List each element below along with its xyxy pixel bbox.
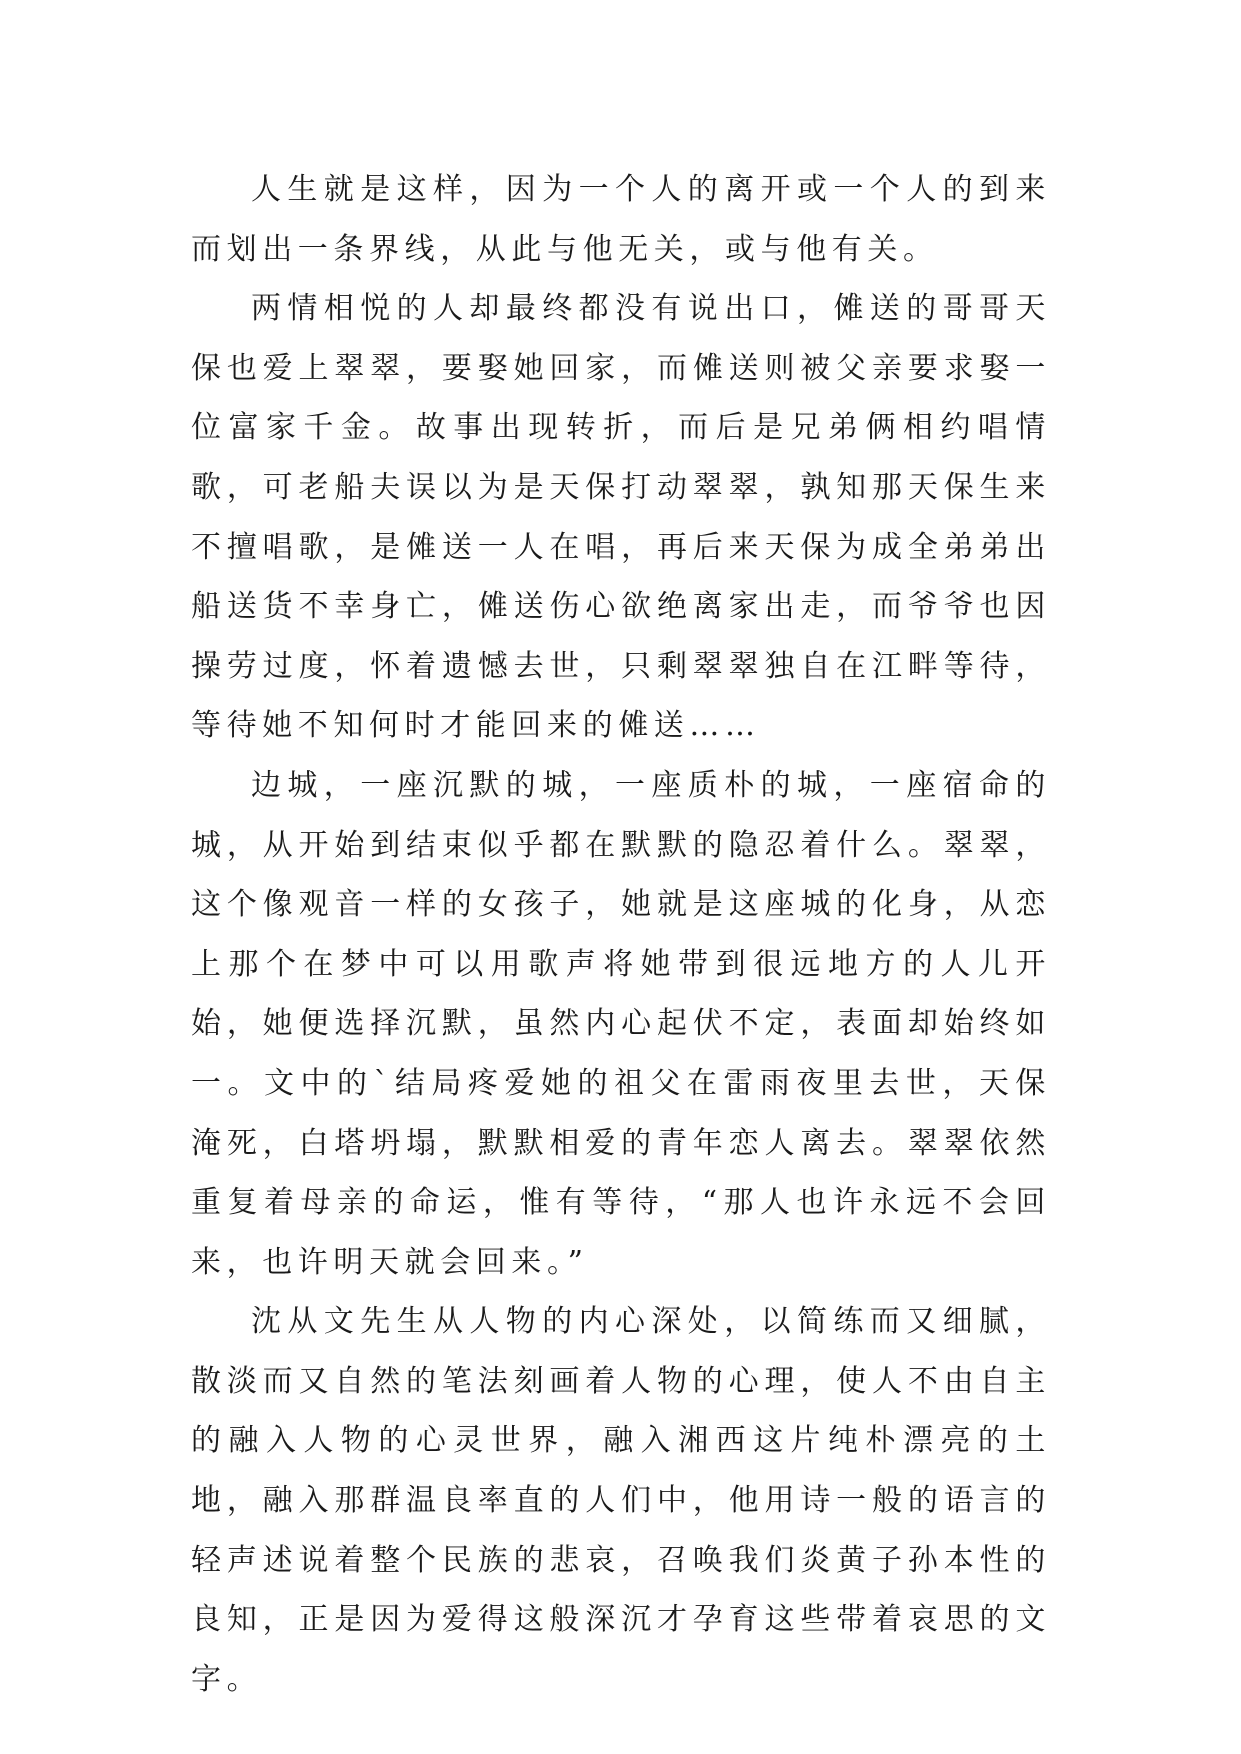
paragraph-1: 人生就是这样，因为一个人的离开或一个人的到来而划出一条界线，从此与他无关，或与他有关。 (191, 172, 1051, 267)
paragraph-3: 边城，一座沉默的城，一座质朴的城，一座宿命的城，从开始到结束似乎都在默默的隐忍着什么。翠翠，这个像观音一样的女孩子，她就是这座城的化身，从恋上那个在梦中可以用歌声将她带到很远地方的人儿开始，她便选择沉默，虽然内心起伏不定，表面却始终如一。文中的`结局疼爱她的祖父在雷雨夜里去世，天保淹死，白塔坍塌，默默相爱的青年恋人离去。翠翠依然重复着母亲的命运，惟有等待，“那人也许永远不会回来，也许明天就会回来。” (191, 767, 1051, 1280)
body-text (191, 160, 1051, 1709)
paragraph-4: 沈从文先生从人物的内心深处，以简练而又细腻，散淡而又自然的笔法刻画着人物的心理，使人不由自主的融入人物的心灵世界，融入湘西这片纯朴漂亮的土地，融入那群温良率直的人们中，他用诗一般的语言的轻声述说着整个民族的悲哀，召唤我们炎黄子孙本性的良知，正是因为爱得这般深沉才孕育这些带着哀思的文字。 (191, 1304, 1051, 1697)
paragraph-2: 两情相悦的人却最终都没有说出口，傩送的哥哥天保也爱上翠翠，要娶她回家，而傩送则被父亲要求娶一位富家千金。故事出现转折，而后是兄弟俩相约唱情歌，可老船夫误以为是天保打动翠翠，孰知那天保生来不擅唱歌，是傩送一人在唱，再后来天保为成全弟弟出船送货不幸身亡，傩送伤心欲绝离家出走，而爷爷也因操劳过度，怀着遗憾去世，只剩翠翠独自在江畔等待，等待她不知何时才能回来的傩送…… (191, 291, 1051, 744)
